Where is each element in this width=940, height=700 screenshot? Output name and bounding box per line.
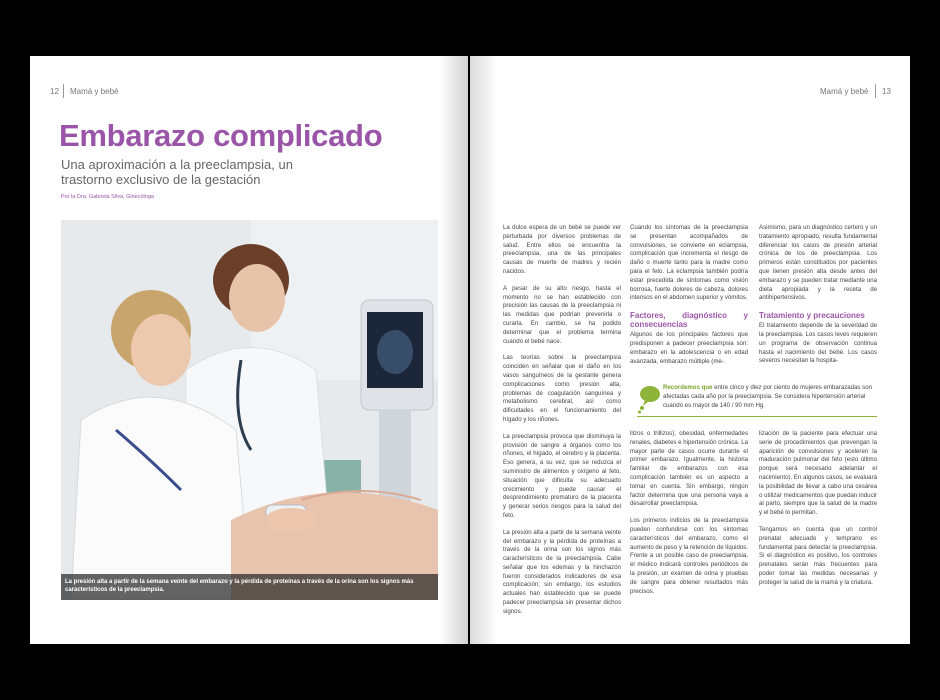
ultrasound-photo — [61, 220, 438, 600]
paragraph: Las teorías sobre la preeclampsia coinciden en señalar que el daño en los vasos sanguíneos de la gestante genera complicaciones como presión alta, problemas de coagulación sanguínea y metabolismo cerebral, así como dificultades en el funcionamiento del hígado y los riñones. — [503, 354, 621, 423]
speech-bubble-icon — [637, 384, 661, 414]
page-number-right: 13 — [882, 87, 891, 96]
header-divider-left — [63, 84, 64, 98]
photo-illustration — [61, 220, 438, 600]
text-column-3-bottom — [759, 430, 877, 596]
paragraph: Los primeros indicios de la preeclampsia pueden confundirse con los síntomas característicos del embarazo, como el aumento de peso y la retención de líquidos. Frente a un posible caso de preeclampsia, el médico indicará controles periódicos de la presión, un examen de orina y pruebas de sangre para obtener resultados más precisos. — [630, 517, 748, 595]
section-heading-factores: Factores, diagnóstico y consecuencias — [630, 311, 748, 330]
paragraph: El tratamiento depende de la severidad de la preeclampsia. Los casos leves requieren un programa de observación continua hasta el nacimiento del bebé. Los casos severos necesitan la hospita- — [759, 322, 877, 365]
paragraph: Cuando los síntomas de la preeclampsia se presentan acompañados de convulsiones, se convierte en eclampsia, complicación que incrementa el riesgo de daño o muerte tanto para la madre como para el feto. La eclampsia también podría estar precedida de síntomas como visión borrosa, fuerte dolores de cabeza, dolores intensos en el abdomen superior y vómitos. — [630, 224, 748, 302]
text-column-2-top — [630, 224, 748, 374]
article-byline: Por la Dra. Gabriela Silva, Ginecóloga — [61, 194, 154, 200]
paragraph: lización de la paciente para efectuar una serie de procedimientos que prevengan la aparición de convulsiones y aceleren la maduración pulmonar del feto (esto último porque será necesario adelantar el nacimiento). En algunos casos, se evaluará la posibilidad de llevar a cabo una cesárea o utilizar medicamentos que puedan inducir al parto, siempre que la salud de la madre y el bebé lo permitan. — [759, 430, 877, 517]
header-divider-right — [875, 84, 876, 98]
spine-shadow-left — [440, 56, 468, 644]
text-column-3-top — [759, 224, 877, 374]
article-title: Embarazo complicado — [59, 118, 383, 153]
callout-text — [663, 384, 877, 410]
callout-body: entre cinco y diez por ciento de mujeres embarazadas son afectadas cada año por la preeclampsia. Se considera hipertensión arterial cuando es mayor de 140 / 90 mm Hg. — [663, 384, 872, 409]
article-subtitle: Una aproximación a la preeclampsia, un trastorno exclusivo de la gestación — [61, 157, 293, 187]
callout-box — [637, 382, 877, 417]
right-page — [470, 56, 910, 644]
text-column-2-bottom — [630, 430, 748, 604]
photo-caption: La presión alta a partir de la semana veinte del embarazo y la pérdida de proteínas a través de la orina son los signos más característicos de la preeclampsia. — [61, 574, 438, 600]
spine-shadow-right — [470, 56, 498, 644]
paragraph: La preeclampsia provoca que disminuya la provisión de sangre a órganos como los riñones, el hígado, el cerebro y la placenta. Eso genera, a su vez, que se reduzca el suministro de alimentos y oxígeno al feto, situación que dificulta su adecuado crecimiento y puede causar el desprendimiento prematuro de la placenta y generar serios riesgos para la salud del feto. — [503, 432, 621, 519]
callout-highlight: Recordemos que — [663, 384, 713, 391]
paragraph: A pesar de su alto riesgo, hasta el momento no se han establecido con precisión las causas de la preeclampsia ni las medidas que podrían prevenirla o curarla. En cambio, se ha podido determinar que el problema termina cuando el bebé nace. — [503, 284, 621, 345]
left-page — [30, 56, 468, 644]
section-heading-tratamiento: Tratamiento y precauciones — [759, 311, 865, 321]
paragraph: Asimismo, para un diagnóstico certero y un tratamiento apropiado, resulta fundamental diferenciar los casos de presión arterial crónica de los de preeclampsia. Los primeros están constituidos por pacientes que tienen presión alta desde antes del embarazo y se pueden tratar mediante una dieta apropiada y la receta de antihipertensivos. — [759, 224, 877, 302]
section-header-left: Mamá y bebé — [70, 87, 119, 96]
paragraph: llizos o trillizos), obesidad, enfermedades renales, diabetes e hipertensión crónica. La mayor parte de casos ocurre durante el primer embarazo. Igualmente, la historia familiar de embarazos con esa complicación también es un aspecto a tomar en cuenta. Sin embargo, ningún factor determina que una persona vaya a desarrollar preeclampsia. — [630, 430, 748, 508]
text-column-1 — [503, 224, 621, 625]
paragraph: Tengamos en cuenta que un control prenatal adecuado y temprano es fundamental para detectar la preeclampsia. Si el diagnóstico es positivo, los controles prenatales serán más frecuentes para poder tomar las medidas necesarias y proteger la salud de la mamá y la criatura. — [759, 525, 877, 586]
page-number-left: 12 — [50, 87, 59, 96]
paragraph: La dulce espera de un bebé se puede ver perturbada por diversos problemas de salud. Entre ellos se encuentra la preeclampsia, una de las principales causas de muerte de madres y recién nacidos. — [503, 224, 621, 275]
paragraph: Algunos de los principales factores que predisponen a padecer preeclampsia son: embarazo en la adolescencia o en edad avanzada, embarazo múltiple (me- — [630, 331, 748, 365]
paragraph: La presión alta a partir de la semana veinte del embarazo y la pérdida de proteínas a través de la orina son los signos más característicos de la preeclampsia. Cabe señalar que los edemas y la hinchazón fueron considerados indicadores de esa complicación; sin embargo, los estudios actuales han establecido que se puede padecer preeclampsia sin presentar dichos signos. — [503, 528, 621, 615]
section-header-right: Mamá y bebé — [820, 87, 869, 96]
